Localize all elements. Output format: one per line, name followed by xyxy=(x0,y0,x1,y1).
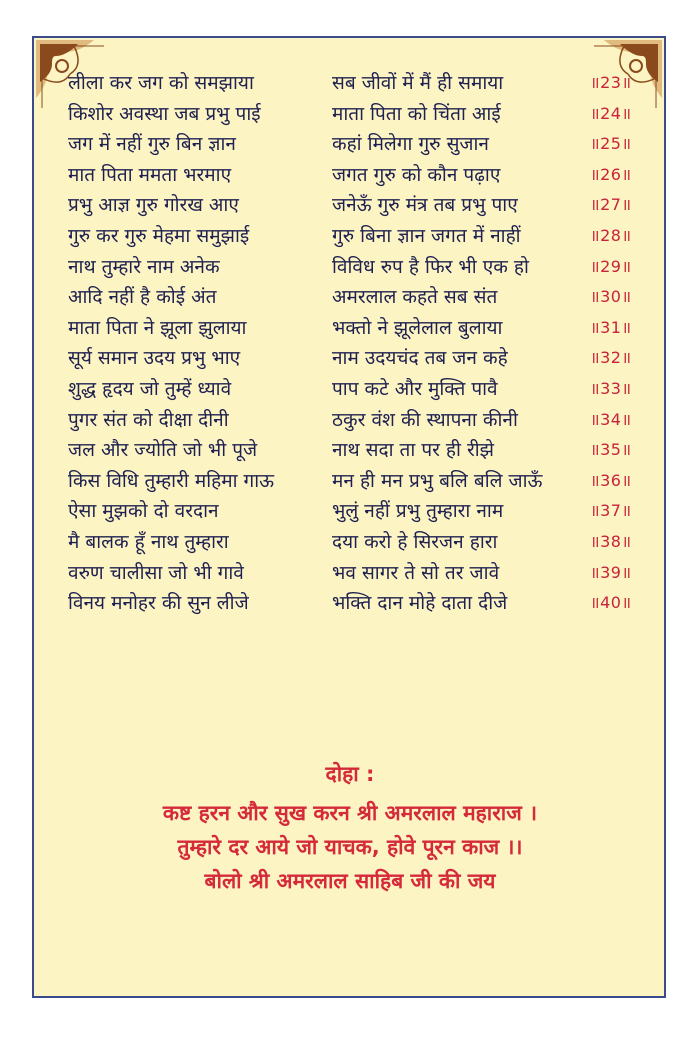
verse-second-half: भव सागर ते सो तर जावे xyxy=(332,561,500,584)
verse-second-half: सब जीवों में मैं ही समाया xyxy=(332,72,504,94)
doha-line: तुम्हारे दर आये जो याचक, होवे पूरन काज ।। xyxy=(177,835,523,859)
verse-first-half: जग में नहीं गुरु बिन ज्ञान xyxy=(68,133,236,156)
verse-first-half: किशोर अवस्था जब प्रभु पाई xyxy=(68,102,261,125)
verse-first-half: लीला कर जग को समझाया xyxy=(68,72,254,94)
verse-number: ॥27॥ xyxy=(590,195,632,215)
verse-row xyxy=(34,160,634,191)
verse-row xyxy=(34,68,634,99)
verse-second-half: ठकुर वंश की स्थापना कीनी xyxy=(332,408,518,431)
verse-number: ॥26॥ xyxy=(590,164,632,184)
verse-number: ॥28॥ xyxy=(590,225,632,245)
verse-row xyxy=(34,405,634,436)
verse-second-half: कहां मिलेगा गुरु सुजान xyxy=(332,133,489,156)
verse-second-half: भक्ति दान मोहे दाता दीजे xyxy=(332,592,508,615)
verse-number: ॥39॥ xyxy=(590,562,632,582)
verse-row xyxy=(34,496,634,527)
doha-title: दोहा : xyxy=(325,762,375,786)
verse-first-half: सूर्य समान उदय प्रभु भाए xyxy=(68,347,241,370)
verse-second-half: नाम उदयचंद तब जन कहे xyxy=(332,347,508,370)
verse-second-half: मन ही मन प्रभु बलि बलि जाऊँ xyxy=(332,469,543,492)
verse-row xyxy=(34,466,634,497)
verse-number: ॥32॥ xyxy=(590,348,632,368)
doha-section xyxy=(0,760,700,898)
verse-number: ॥29॥ xyxy=(590,256,632,276)
verse-number: ॥31॥ xyxy=(590,317,632,337)
verse-first-half: वरुण चालीसा जो भी गावे xyxy=(68,561,244,584)
verse-number: ॥37॥ xyxy=(590,501,632,521)
verse-second-half: माता पिता को चिंता आई xyxy=(332,102,501,125)
verse-number: ॥35॥ xyxy=(590,440,632,460)
verse-first-half: पुगर संत को दीक्षा दीनी xyxy=(68,408,229,431)
verse-number: ॥33॥ xyxy=(590,378,632,398)
doha-line: बोलो श्री अमरलाल साहिब जी की जय xyxy=(204,869,496,893)
verse-first-half: शुद्ध हृदय जो तुम्हें ध्यावे xyxy=(68,377,232,400)
verse-row xyxy=(34,99,634,130)
verse-second-half: दया करो हे सिरजन हारा xyxy=(332,530,498,553)
verse-first-half: मात पिता ममता भरमाए xyxy=(68,163,232,186)
verse-first-half: गुरु कर गुरु मेहमा समुझाई xyxy=(68,224,250,247)
verse-number: ॥25॥ xyxy=(590,134,632,154)
verse-second-half: जगत गुरु को कौन पढ़ाए xyxy=(332,163,501,186)
verse-row xyxy=(34,435,634,466)
verse-first-half: किस विधि तुम्हारी महिमा गाऊ xyxy=(68,469,275,492)
verse-number: ॥30॥ xyxy=(590,287,632,307)
verse-row xyxy=(34,221,634,252)
verse-second-half: जनेऊँ गुरु मंत्र तब प्रभु पाए xyxy=(332,194,518,217)
verse-first-half: विनय मनोहर की सुन लीजे xyxy=(68,592,249,615)
verse-second-half: पाप कटे और मुक्ति पावै xyxy=(332,377,498,400)
verse-row xyxy=(34,374,634,405)
verse-first-half: मै बालक हूँ नाथ तुम्हारा xyxy=(68,530,229,553)
verse-first-half: जल और ज्योति जो भी पूजे xyxy=(68,439,258,462)
verse-row xyxy=(34,558,634,589)
verse-list xyxy=(34,68,634,619)
verse-first-half: प्रभु आज्ञ गुरु गोरख आए xyxy=(68,194,239,217)
verse-second-half: गुरु बिना ज्ञान जगत में नाहीं xyxy=(332,224,521,247)
verse-first-half: माता पिता ने झूला झुलाया xyxy=(68,316,247,339)
verse-second-half: नाथ सदा ता पर ही रीझे xyxy=(332,439,495,462)
verse-second-half: विविध रुप है फिर भी एक हो xyxy=(332,255,529,278)
verse-row xyxy=(34,313,634,344)
verse-number: ॥24॥ xyxy=(590,103,632,123)
verse-number: ॥34॥ xyxy=(590,409,632,429)
verse-first-half: आदि नहीं है कोई अंत xyxy=(68,286,217,309)
verse-first-half: ऐसा मुझको दो वरदान xyxy=(68,500,219,523)
verse-row xyxy=(34,343,634,374)
verse-row xyxy=(34,190,634,221)
verse-row xyxy=(34,282,634,313)
verse-second-half: भक्तो ने झूलेलाल बुलाया xyxy=(332,316,503,339)
verse-number: ॥36॥ xyxy=(590,470,632,490)
verse-row xyxy=(34,588,634,619)
verse-second-half: अमरलाल कहते सब संत xyxy=(332,286,498,309)
verse-row xyxy=(34,527,634,558)
verse-row xyxy=(34,252,634,283)
verse-number: ॥40॥ xyxy=(590,593,632,613)
verse-first-half: नाथ तुम्हारे नाम अनेक xyxy=(68,255,220,278)
verse-number: ॥23॥ xyxy=(590,73,632,92)
verse-row xyxy=(34,129,634,160)
verse-number: ॥38॥ xyxy=(590,531,632,551)
verse-second-half: भुलुं नहीं प्रभु तुम्हारा नाम xyxy=(332,500,504,523)
doha-line: कष्ट हरन और सुख करन श्री अमरलाल महाराज । xyxy=(162,801,538,825)
